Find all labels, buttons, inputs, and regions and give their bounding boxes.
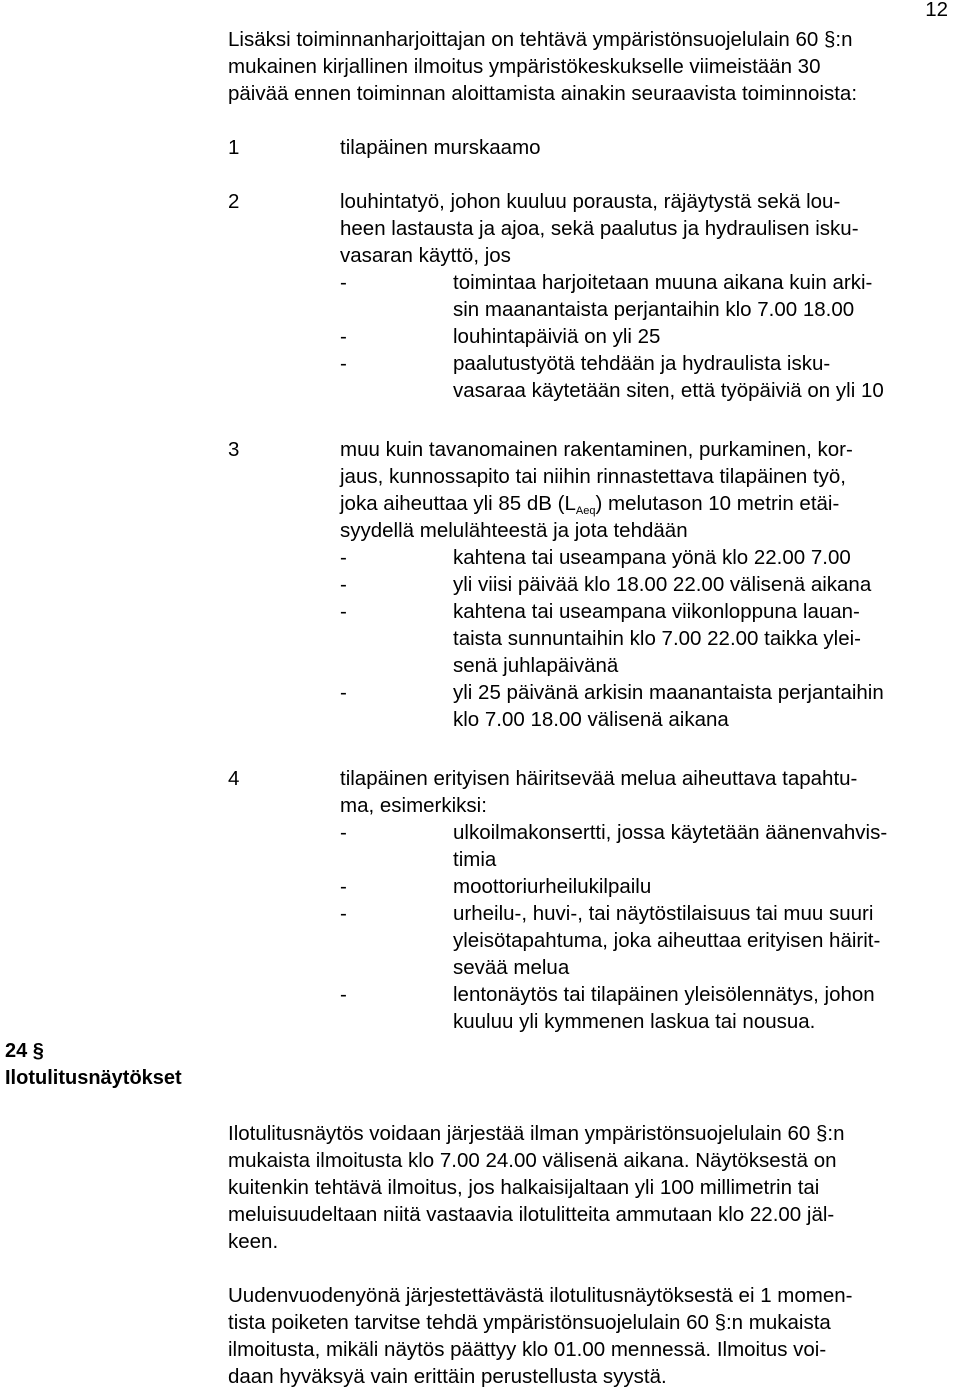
item-text: joka aiheuttaa yli 85 dB (L [340,492,576,515]
item-text-with-subscript [340,490,839,517]
bullet-dash: - [340,546,347,569]
bullet-dash: - [340,902,347,925]
bullet-text: louhintapäiviä on yli 25 [453,325,661,348]
bullet-dash: - [340,821,347,844]
bullet-dash: - [340,325,347,348]
laeq-subscript: Aeq [575,505,596,517]
bullet-text: sevää melua [453,956,570,979]
section-title: Ilotulitusnäytökset [5,1067,182,1089]
paragraph-line: kuitenkin tehtävä ilmoitus, jos halkaisijaltaan yli 100 millimetrin tai [228,1176,820,1199]
bullet-text: kahtena tai useampana yönä klo 22.00 7.00 [453,546,851,569]
intro-line: päivää ennen toiminnan aloittamista ainakin seuraavista toiminnoista: [228,82,858,105]
bullet-text: paalutustyötä tehdään ja hydraulista isku- [453,352,831,375]
item-text: louhintatyö, johon kuuluu porausta, räjäytystä sekä lou- [340,190,841,213]
item-text: ) [595,492,603,515]
bullet-text: sin maanantaista perjantaihin klo 7.00 18.00 [453,298,855,321]
bullet-text: lentonäytös tai tilapäinen yleisölennätys, johon [453,983,875,1006]
bullet-text: kahtena tai useampana viikonloppuna lauan- [453,600,860,623]
bullet-text: toimintaa harjoitetaan muuna aikana kuin arki- [453,271,873,294]
bullet-text: yli 25 päivänä arkisin maanantaista perjantaihin [453,681,884,704]
item-text: melutason 10 metrin etäi- [602,492,840,515]
bullet-text: moottoriurheilukilpailu [453,875,652,898]
bullet-text: kuuluu yli kymmenen laskua tai nousua. [453,1010,816,1033]
item-text: vasaran käyttö, jos [340,244,511,267]
bullet-text: vasaraa käytetään siten, että työpäiviä on yli 10 [453,379,884,402]
paragraph-line: ilmoitusta, mikäli näytös päättyy klo 01.00 mennessä. Ilmoitus voi- [228,1338,827,1361]
item-text: muu kuin tavanomainen rakentaminen, purkaminen, kor- [340,438,853,461]
bullet-text: klo 7.00 18.00 välisenä aikana [453,708,729,731]
item-text: tilapäinen erityisen häiritsevää melua aiheuttava tapahtu- [340,767,858,790]
bullet-text: taista sunnuntaihin klo 7.00 22.00 taikka ylei- [453,627,861,650]
item-number: 3 [228,438,240,461]
item-text: heen lastausta ja ajoa, sekä paalutus ja hydraulisen isku- [340,217,859,240]
bullet-text: senä juhlapäivänä [453,654,619,677]
bullet-text: yli viisi päivää klo 18.00 22.00 välisenä aikana [453,573,872,596]
intro-line: mukainen kirjallinen ilmoitus ympäristökeskukselle viimeistään 30 [228,55,821,78]
bullet-text: timia [453,848,497,871]
bullet-text: yleisötapahtuma, joka aiheuttaa erityisen häirit- [453,929,881,952]
bullet-dash: - [340,573,347,596]
item-text: ma, esimerkiksi: [340,794,487,817]
item-number: 4 [228,767,240,790]
bullet-text: urheilu-, huvi-, tai näytöstilaisuus tai muu suuri [453,902,874,925]
bullet-dash: - [340,600,347,623]
page-number: 12 [925,0,948,21]
paragraph-line: Ilotulitusnäytös voidaan järjestää ilman ympäristönsuojelulain 60 §:n [228,1122,845,1145]
section-number: 24 § [5,1040,44,1062]
paragraph-line: tista poiketen tarvitse tehdä ympäristönsuojelulain 60 §:n mukaista [228,1311,831,1334]
intro-line: Lisäksi toiminnanharjoittajan on tehtävä ympäristönsuojelulain 60 §:n [228,28,853,51]
paragraph-line: daan hyväksyä vain erittäin perustellusta syystä. [228,1365,667,1388]
bullet-dash: - [340,983,347,1006]
item-number: 1 [228,136,240,159]
paragraph-line: meluisuudeltaan niitä vastaavia ilotulitteita ammutaan klo 22.00 jäl- [228,1203,835,1226]
bullet-dash: - [340,875,347,898]
item-text: syydellä melulähteestä ja jota tehdään [340,519,688,542]
item-text: jaus, kunnossapito tai niihin rinnastettava tilapäinen työ, [340,465,846,488]
bullet-dash: - [340,681,347,704]
item-number: 2 [228,190,240,213]
bullet-text: ulkoilmakonsertti, jossa käytetään äänenvahvis- [453,821,888,844]
bullet-dash: - [340,352,347,375]
bullet-dash: - [340,271,347,294]
paragraph-line: keen. [228,1230,279,1253]
item-text: tilapäinen murskaamo [340,136,541,159]
paragraph-line: Uudenvuodenyönä järjestettävästä ilotulitusnäytöksestä ei 1 momen- [228,1284,853,1307]
paragraph-line: mukaista ilmoitusta klo 7.00 24.00 välisenä aikana. Näytöksestä on [228,1149,837,1172]
